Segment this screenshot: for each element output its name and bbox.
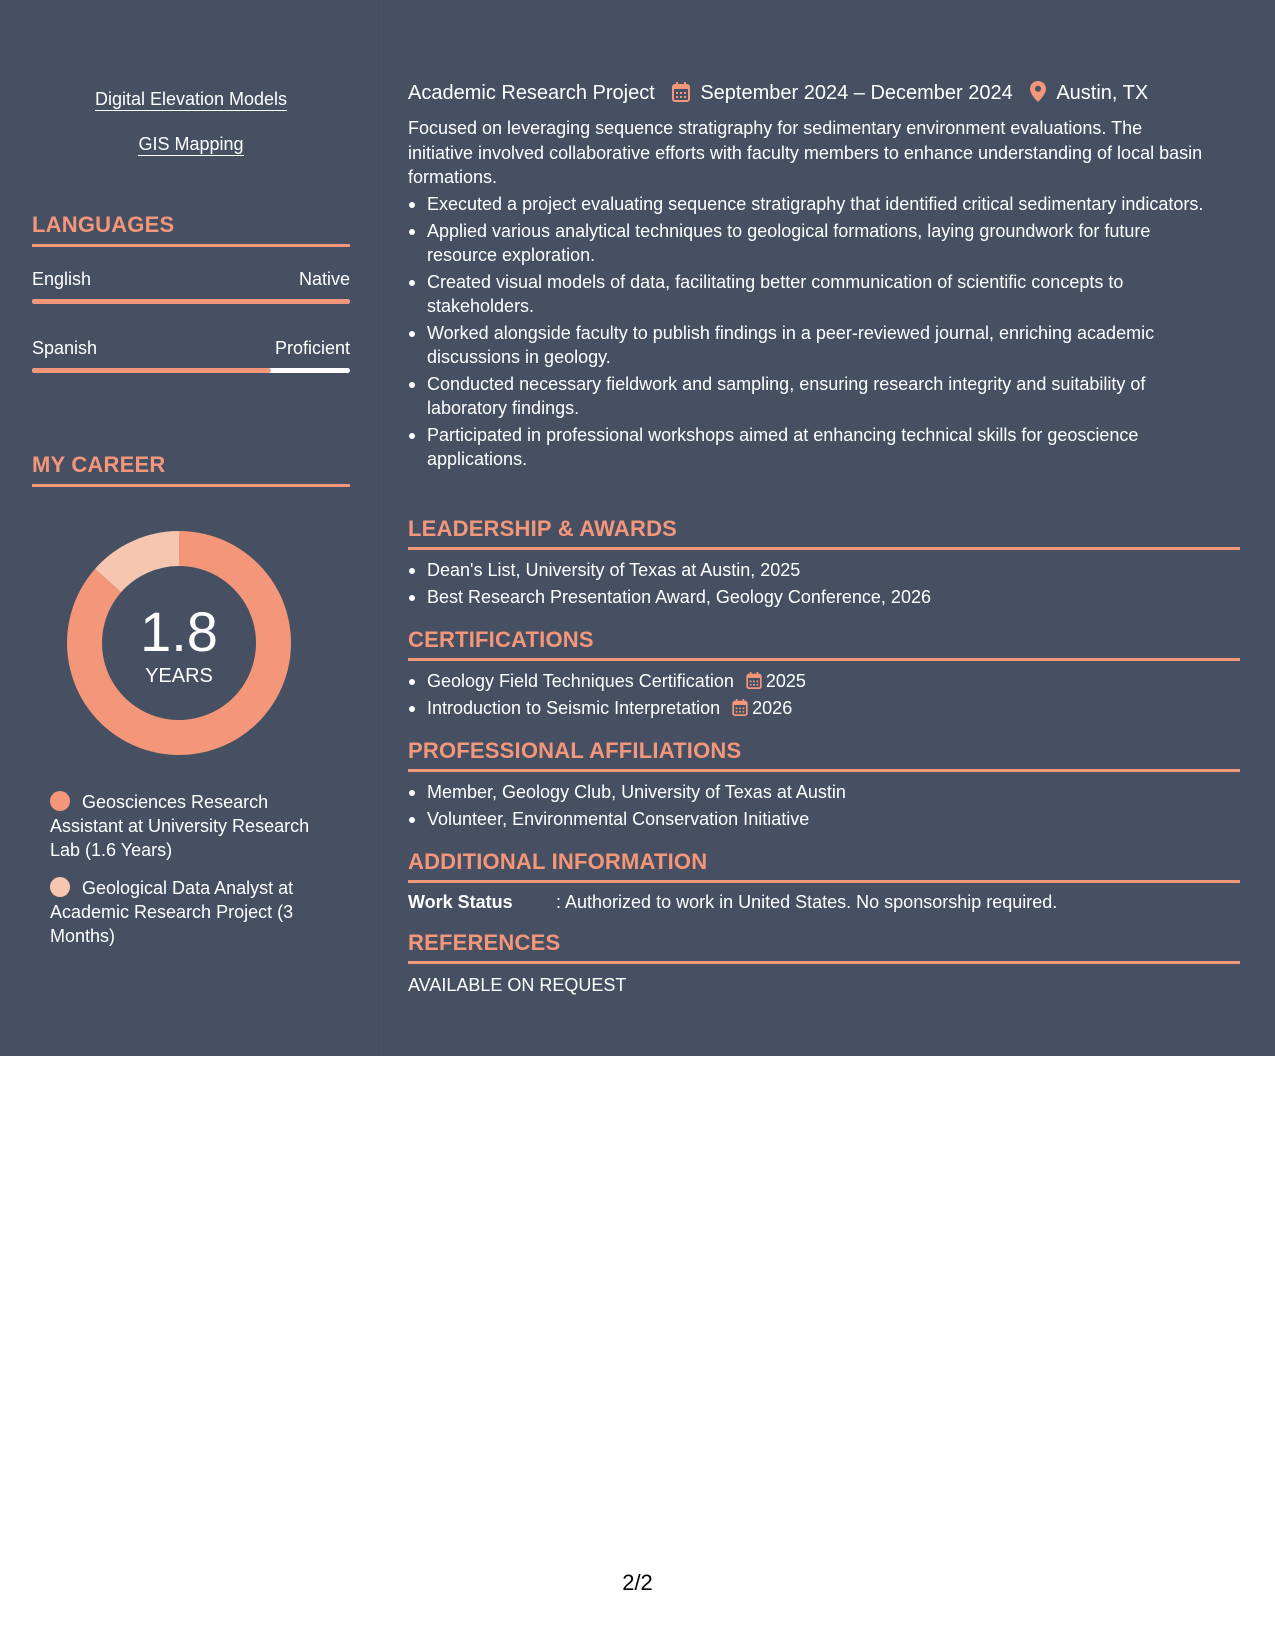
calendar-icon — [746, 672, 762, 689]
career-heading: MY CAREER — [32, 452, 350, 487]
career-total-number: 1.8 — [140, 600, 218, 663]
legend-dot-icon — [50, 877, 70, 897]
list-item: Executed a project evaluating sequence stratigraphy that identified critical sedimentary indicators. — [408, 192, 1208, 217]
project-bullet-list — [408, 192, 1208, 474]
list-item: Created visual models of data, facilitating better communication of scientific concepts to stakeholders. — [408, 270, 1208, 319]
career-legend-item — [50, 876, 340, 948]
list-item: Worked alongside faculty to publish findings in a peer-reviewed journal, enriching academic discussions in geology. — [408, 321, 1208, 370]
language-level: Native — [298, 269, 350, 289]
project-dates: September 2024 – December 2024 — [700, 82, 1013, 104]
project-location: Austin, TX — [1056, 82, 1149, 104]
languages-heading: LANGUAGES — [32, 212, 350, 247]
calendar-icon — [672, 82, 690, 109]
work-status-row — [408, 890, 1240, 914]
leadership-heading: LEADERSHIP & AWARDS — [408, 516, 1240, 550]
language-bar-fill — [32, 299, 350, 304]
main-content — [408, 0, 1240, 1056]
language-bar-fill — [32, 368, 271, 373]
calendar-icon — [732, 699, 748, 716]
list-item — [408, 696, 1208, 721]
language-name: English — [32, 269, 92, 289]
skill-link-gis-mapping[interactable] — [32, 133, 350, 155]
career-donut-chart — [66, 530, 292, 756]
skill-label: GIS Mapping — [138, 134, 244, 154]
list-item — [408, 669, 1208, 694]
career-total-unit: YEARS — [145, 665, 213, 687]
work-status-value: : Authorized to work in United States. No sponsorship required. — [556, 892, 1058, 912]
affiliations-heading: PROFESSIONAL AFFILIATIONS — [408, 738, 1240, 772]
certification-year — [732, 696, 792, 721]
page-number: 2/2 — [622, 1570, 653, 1595]
references-heading: REFERENCES — [408, 930, 1240, 964]
additional-info-heading: ADDITIONAL INFORMATION — [408, 849, 1240, 883]
list-item: Best Research Presentation Award, Geology Conference, 2026 — [408, 585, 1208, 610]
skill-link-digital-elevation-models[interactable] — [32, 88, 350, 110]
certification-year-text: 2026 — [752, 697, 793, 718]
career-legend-label: Geological Data Analyst at Academic Research Project (3 Months) — [50, 878, 294, 946]
project-header — [408, 80, 1240, 109]
certifications-list — [408, 669, 1208, 722]
career-legend-label: Geosciences Research Assistant at University Research Lab (1.6 Years) — [50, 792, 310, 860]
list-item: Volunteer, Environmental Conservation Initiative — [408, 807, 1208, 832]
affiliations-list — [408, 780, 1208, 833]
list-item: Applied various analytical techniques to geological formations, laying groundwork for future resource exploration. — [408, 219, 1208, 268]
career-legend-item — [50, 790, 340, 862]
location-pin-icon — [1030, 81, 1046, 109]
list-item: Dean's List, University of Texas at Austin, 2025 — [408, 558, 1208, 583]
certification-year-text: 2025 — [765, 671, 806, 691]
certification-name: Geology Field Techniques Certification — [427, 671, 734, 691]
work-status-label: Work Status — [408, 892, 513, 912]
language-bar-spanish — [32, 368, 350, 373]
certifications-heading: CERTIFICATIONS — [408, 627, 1240, 661]
leadership-list — [408, 558, 1208, 611]
skill-label: Digital Elevation Models — [94, 89, 288, 109]
list-item: Participated in professional workshops aimed at enhancing technical skills for geoscience applications. — [408, 423, 1208, 472]
language-level: Proficient — [274, 338, 350, 358]
certification-year — [746, 669, 806, 694]
project-title: Academic Research Project — [408, 82, 655, 104]
references-text: AVAILABLE ON REQUEST — [408, 975, 627, 995]
language-bar-english — [32, 299, 350, 304]
sidebar — [0, 0, 382, 1056]
donut-center — [66, 530, 292, 756]
list-item: Member, Geology Club, University of Texas at Austin — [408, 780, 1208, 805]
legend-dot-icon — [50, 791, 70, 811]
language-name: Spanish — [32, 338, 98, 358]
project-summary: Focused on leveraging sequence stratigraphy for sedimentary environment evaluations. The initiative involved collaborative efforts with faculty members to enhance understanding of local basin formations. — [408, 118, 1203, 187]
list-item: Conducted necessary fieldwork and sampling, ensuring research integrity and suitability of laboratory findings. — [408, 372, 1208, 421]
certification-name: Introduction to Seismic Interpretation — [427, 697, 721, 718]
